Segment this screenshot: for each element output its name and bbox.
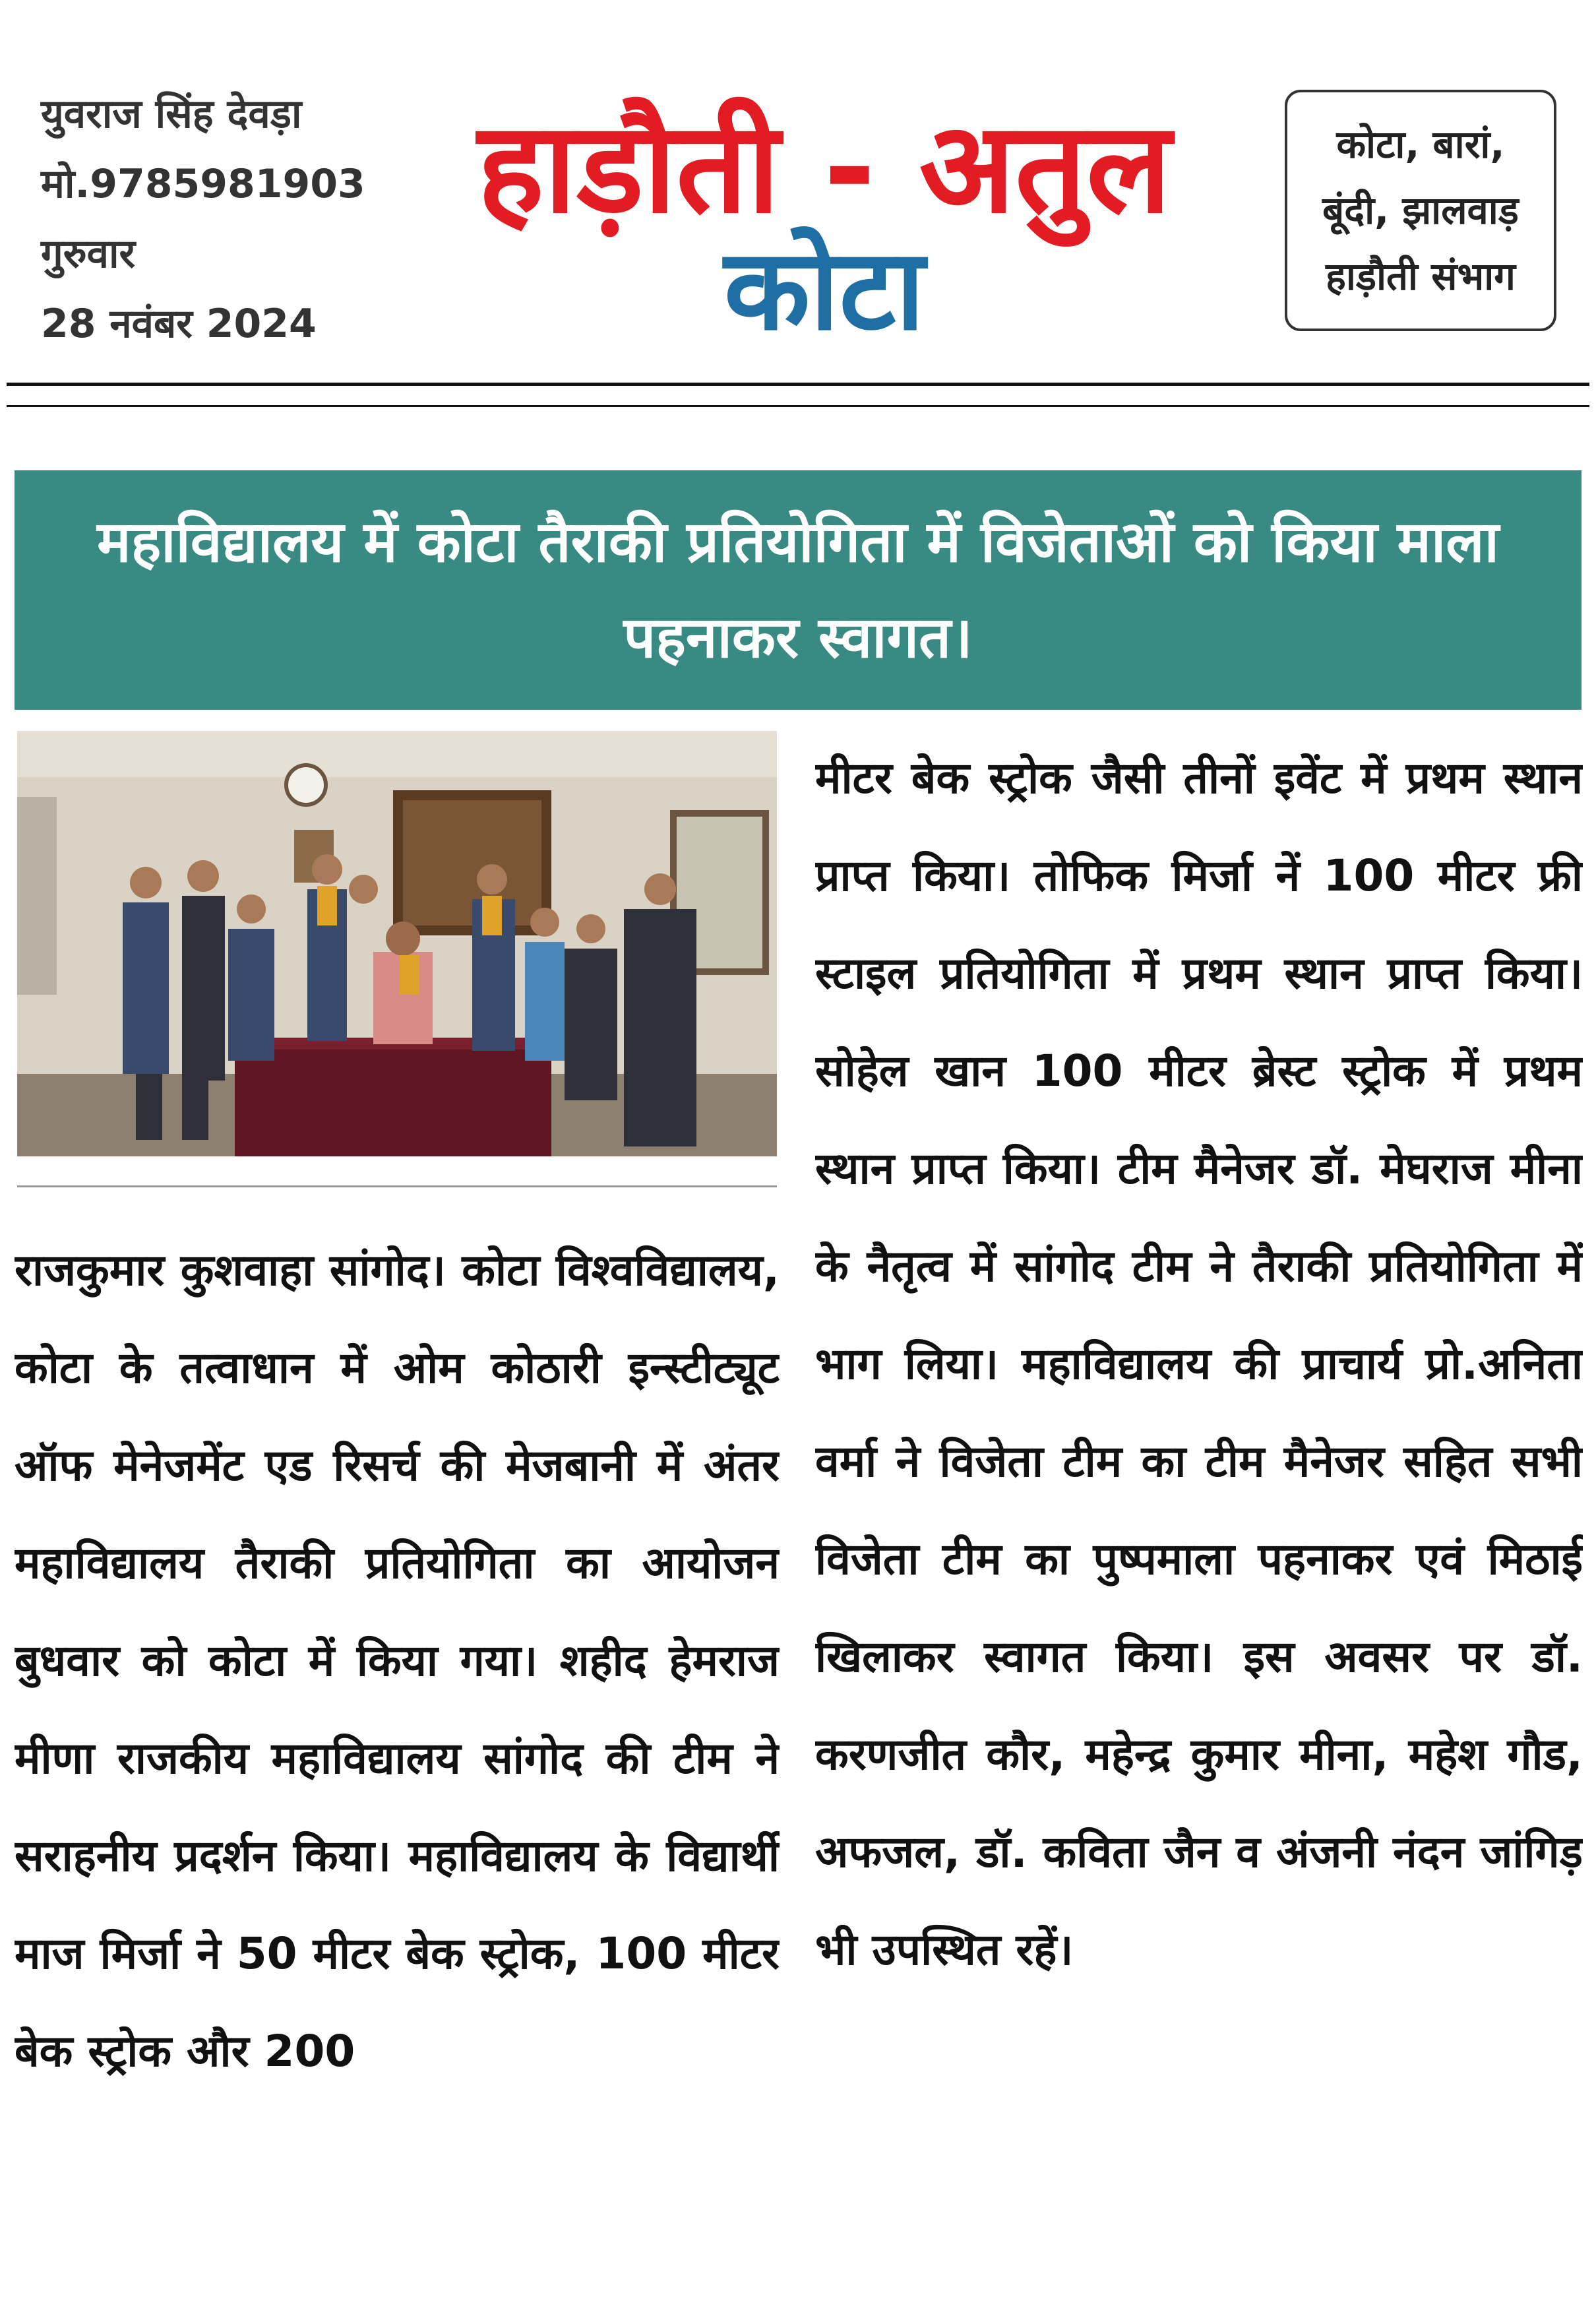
publication-day: गुरुवार	[41, 231, 136, 277]
photo-divider	[17, 1185, 777, 1187]
region-line-1: कोटा, बारां,	[1336, 122, 1505, 167]
headline-banner	[15, 470, 1581, 710]
region-box	[1285, 90, 1556, 331]
masthead-title: हाड़ौती - अतुल	[477, 95, 1171, 241]
masthead-city: कोटा	[723, 225, 925, 356]
masthead	[396, 95, 1253, 363]
article-column-right: मीटर बेक स्ट्रोक जैसी तीनों इवेंट में प्रथम स्थान प्राप्त किया। तोफिक मिर्जा नें 100 मीटर फ्री स्टाइल प्रतियोगिता में प्रथम स्थान प्राप्त किया। सोहेल खान 100 मीटर ब्रेस्ट स्ट्रोक में प्रथम स्थान प्राप्त किया। टीम मैनेजर डॉ. मेघराज मीना के नैतृत्व में सांगोद टीम ने तैराकी प्रतियोगिता में भाग लिया। महाविद्यालय की प्राचार्य प्रो.अनिता वर्मा ने विजेता टीम का टीम मैनेजर सहित सभी विजेता टीम का पुष्पमाला पहनाकर एवं मिठाई खिलाकर स्वागत किया। इस अवसर पर डॉ. करणजीत कौर, महेन्द्र कुमार मीना, महेश गौड, अफजल, डॉ. कविता जैन व अंजनी नंदन जांगिड़ भी उपस्थित रहें।	[815, 753, 1583, 1975]
region-line-3: हाड़ौती संभाग	[1326, 254, 1516, 299]
publication-date: 28 नवंबर 2024	[41, 301, 317, 347]
reporter-name: युवराज सिंह देवड़ा	[41, 91, 302, 137]
header-divider-thin	[7, 405, 1589, 407]
region-line-2: बूंदी, झालवाड़	[1322, 188, 1519, 233]
header-info	[41, 79, 384, 359]
photo-illustration	[17, 731, 777, 1156]
reporter-phone: मो.9785981903	[41, 161, 365, 207]
article-column-left: राजकुमार कुशवाहा सांगोद। कोटा विश्वविद्यालय, कोटा के तत्वाधान में ओम कोठारी इन्स्टीट्यूट ऑफ मेनेजमेंट एड रिसर्च की मेजबानी में अंतर महाविद्यालय तैराकी प्रतियोगिता का आयोजन बुधवार को कोटा में किया गया। शहीद हेमराज मीणा राजकीय महाविद्यालय सांगोद की टीम ने सराहनीय प्रदर्शन किया। महाविद्यालय के विद्यार्थी माज मिर्जा ने 50 मीटर बेक स्ट्रोक, 100 मीटर बेक स्ट्रोक और 200	[15, 1245, 780, 2077]
header-divider	[7, 383, 1589, 386]
article-photo	[17, 731, 777, 1156]
headline: महाविद्यालय में कोटा तैराकी प्रतियोगिता में विजेताओं को किया माला पहनाकर स्वागत।	[97, 509, 1499, 671]
